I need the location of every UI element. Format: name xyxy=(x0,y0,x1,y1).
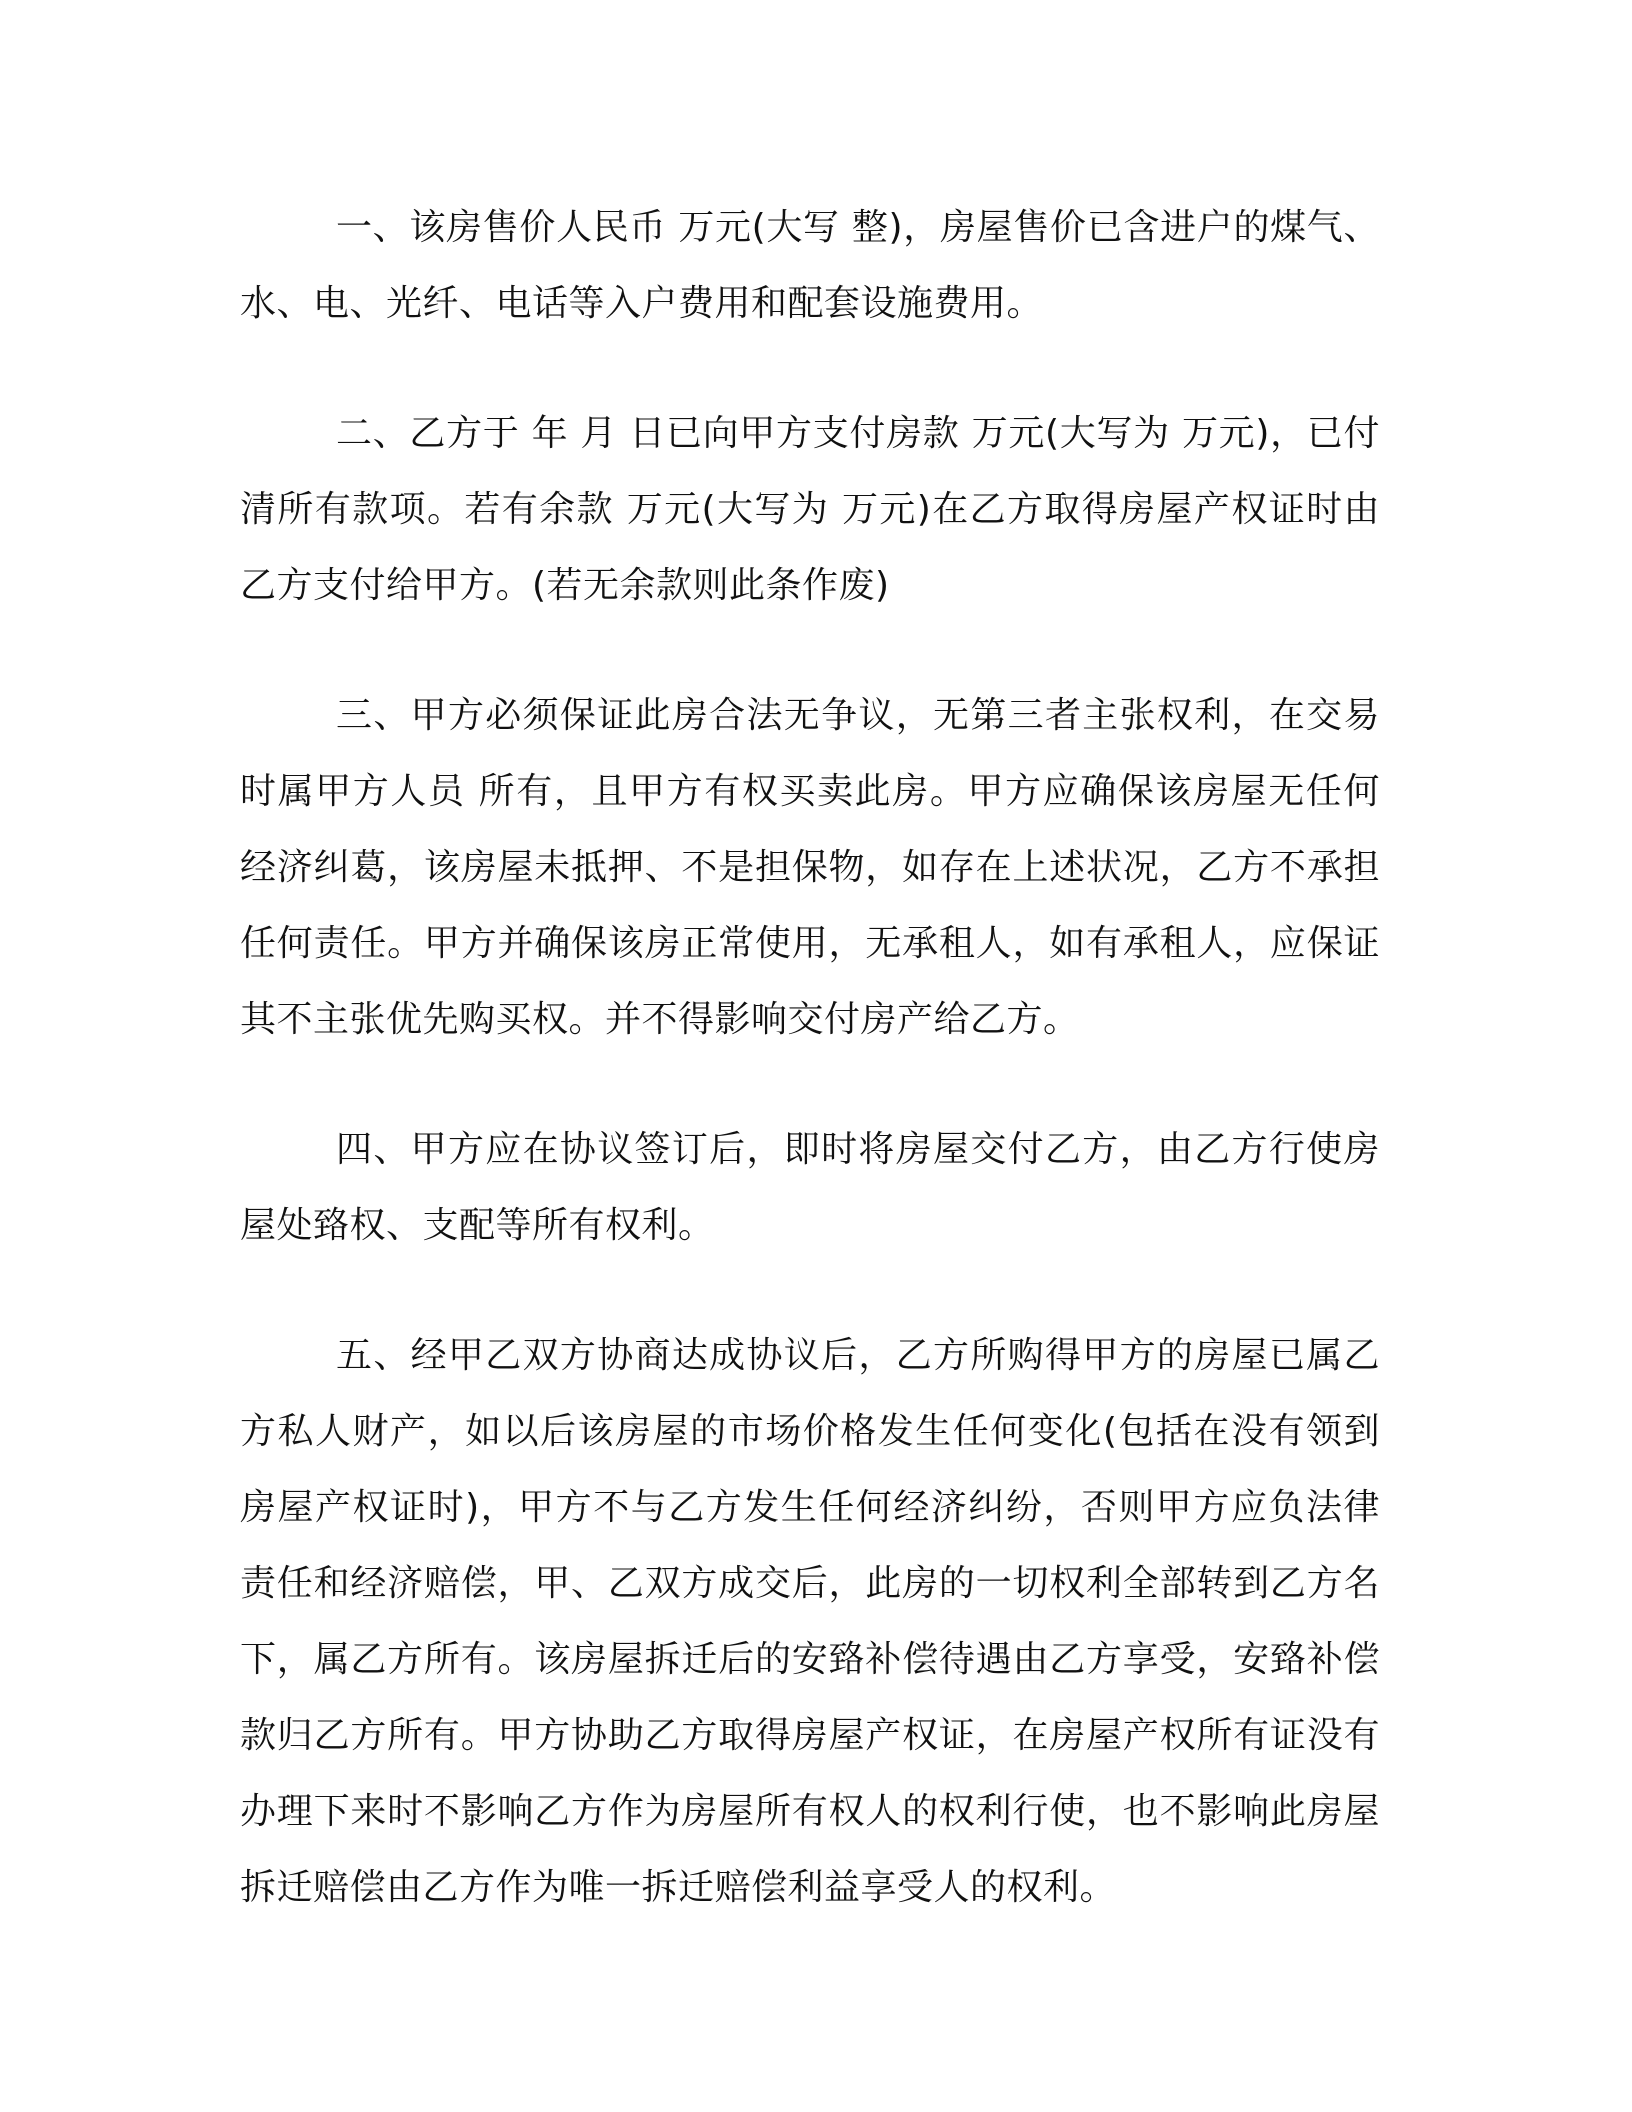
clause-3-seller-guarantee: 三、甲方必须保证此房合法无争议，无第三者主张权利，在交易时属甲方人员 所有，且甲方有权买卖此房。甲方应确保该房屋无任何经济纠葛，该房屋未抵押、不是担保物，如存在上述状况，乙方不承担任何责任。甲方并确保该房正常使用，无承租人，如有承租人，应保证其不主张优先购买权。并不得影响交付房产给乙方。 xyxy=(240,695,1380,1040)
clause-1-price: 一、该房售价人民币 万元(大写 整)，房屋售价已含进户的煤气、水、电、光纤、电话等入户费用和配套设施费用。 xyxy=(240,207,1380,324)
document-body xyxy=(240,190,1380,1926)
clause-2-payment: 二、乙方于 年 月 日已向甲方支付房款 万元(大写为 万元)，已付清所有款项。若有余款 万元(大写为 万元)在乙方取得房屋产权证时由乙方支付给甲方。(若无余款则此条作废) xyxy=(240,413,1380,606)
clause-5-ownership: 五、经甲乙双方协商达成协议后，乙方所购得甲方的房屋已属乙方私人财产，如以后该房屋的市场价格发生任何变化(包括在没有领到房屋产权证时)，甲方不与乙方发生任何经济纠纷，否则甲方应负法律责任和经济赔偿，甲、乙双方成交后，此房的一切权利全部转到乙方名下，属乙方所有。该房屋拆迁后的安臵补偿待遇由乙方享受，安臵补偿款归乙方所有。甲方协助乙方取得房屋产权证，在房屋产权所有证没有办理下来时不影响乙方作为房屋所有权人的权利行使，也不影响此房屋拆迁赔偿由乙方作为唯一拆迁赔偿利益享受人的权利。 xyxy=(240,1335,1380,1908)
clause-4-delivery: 四、甲方应在协议签订后，即时将房屋交付乙方，由乙方行使房屋处臵权、支配等所有权利。 xyxy=(240,1129,1380,1246)
